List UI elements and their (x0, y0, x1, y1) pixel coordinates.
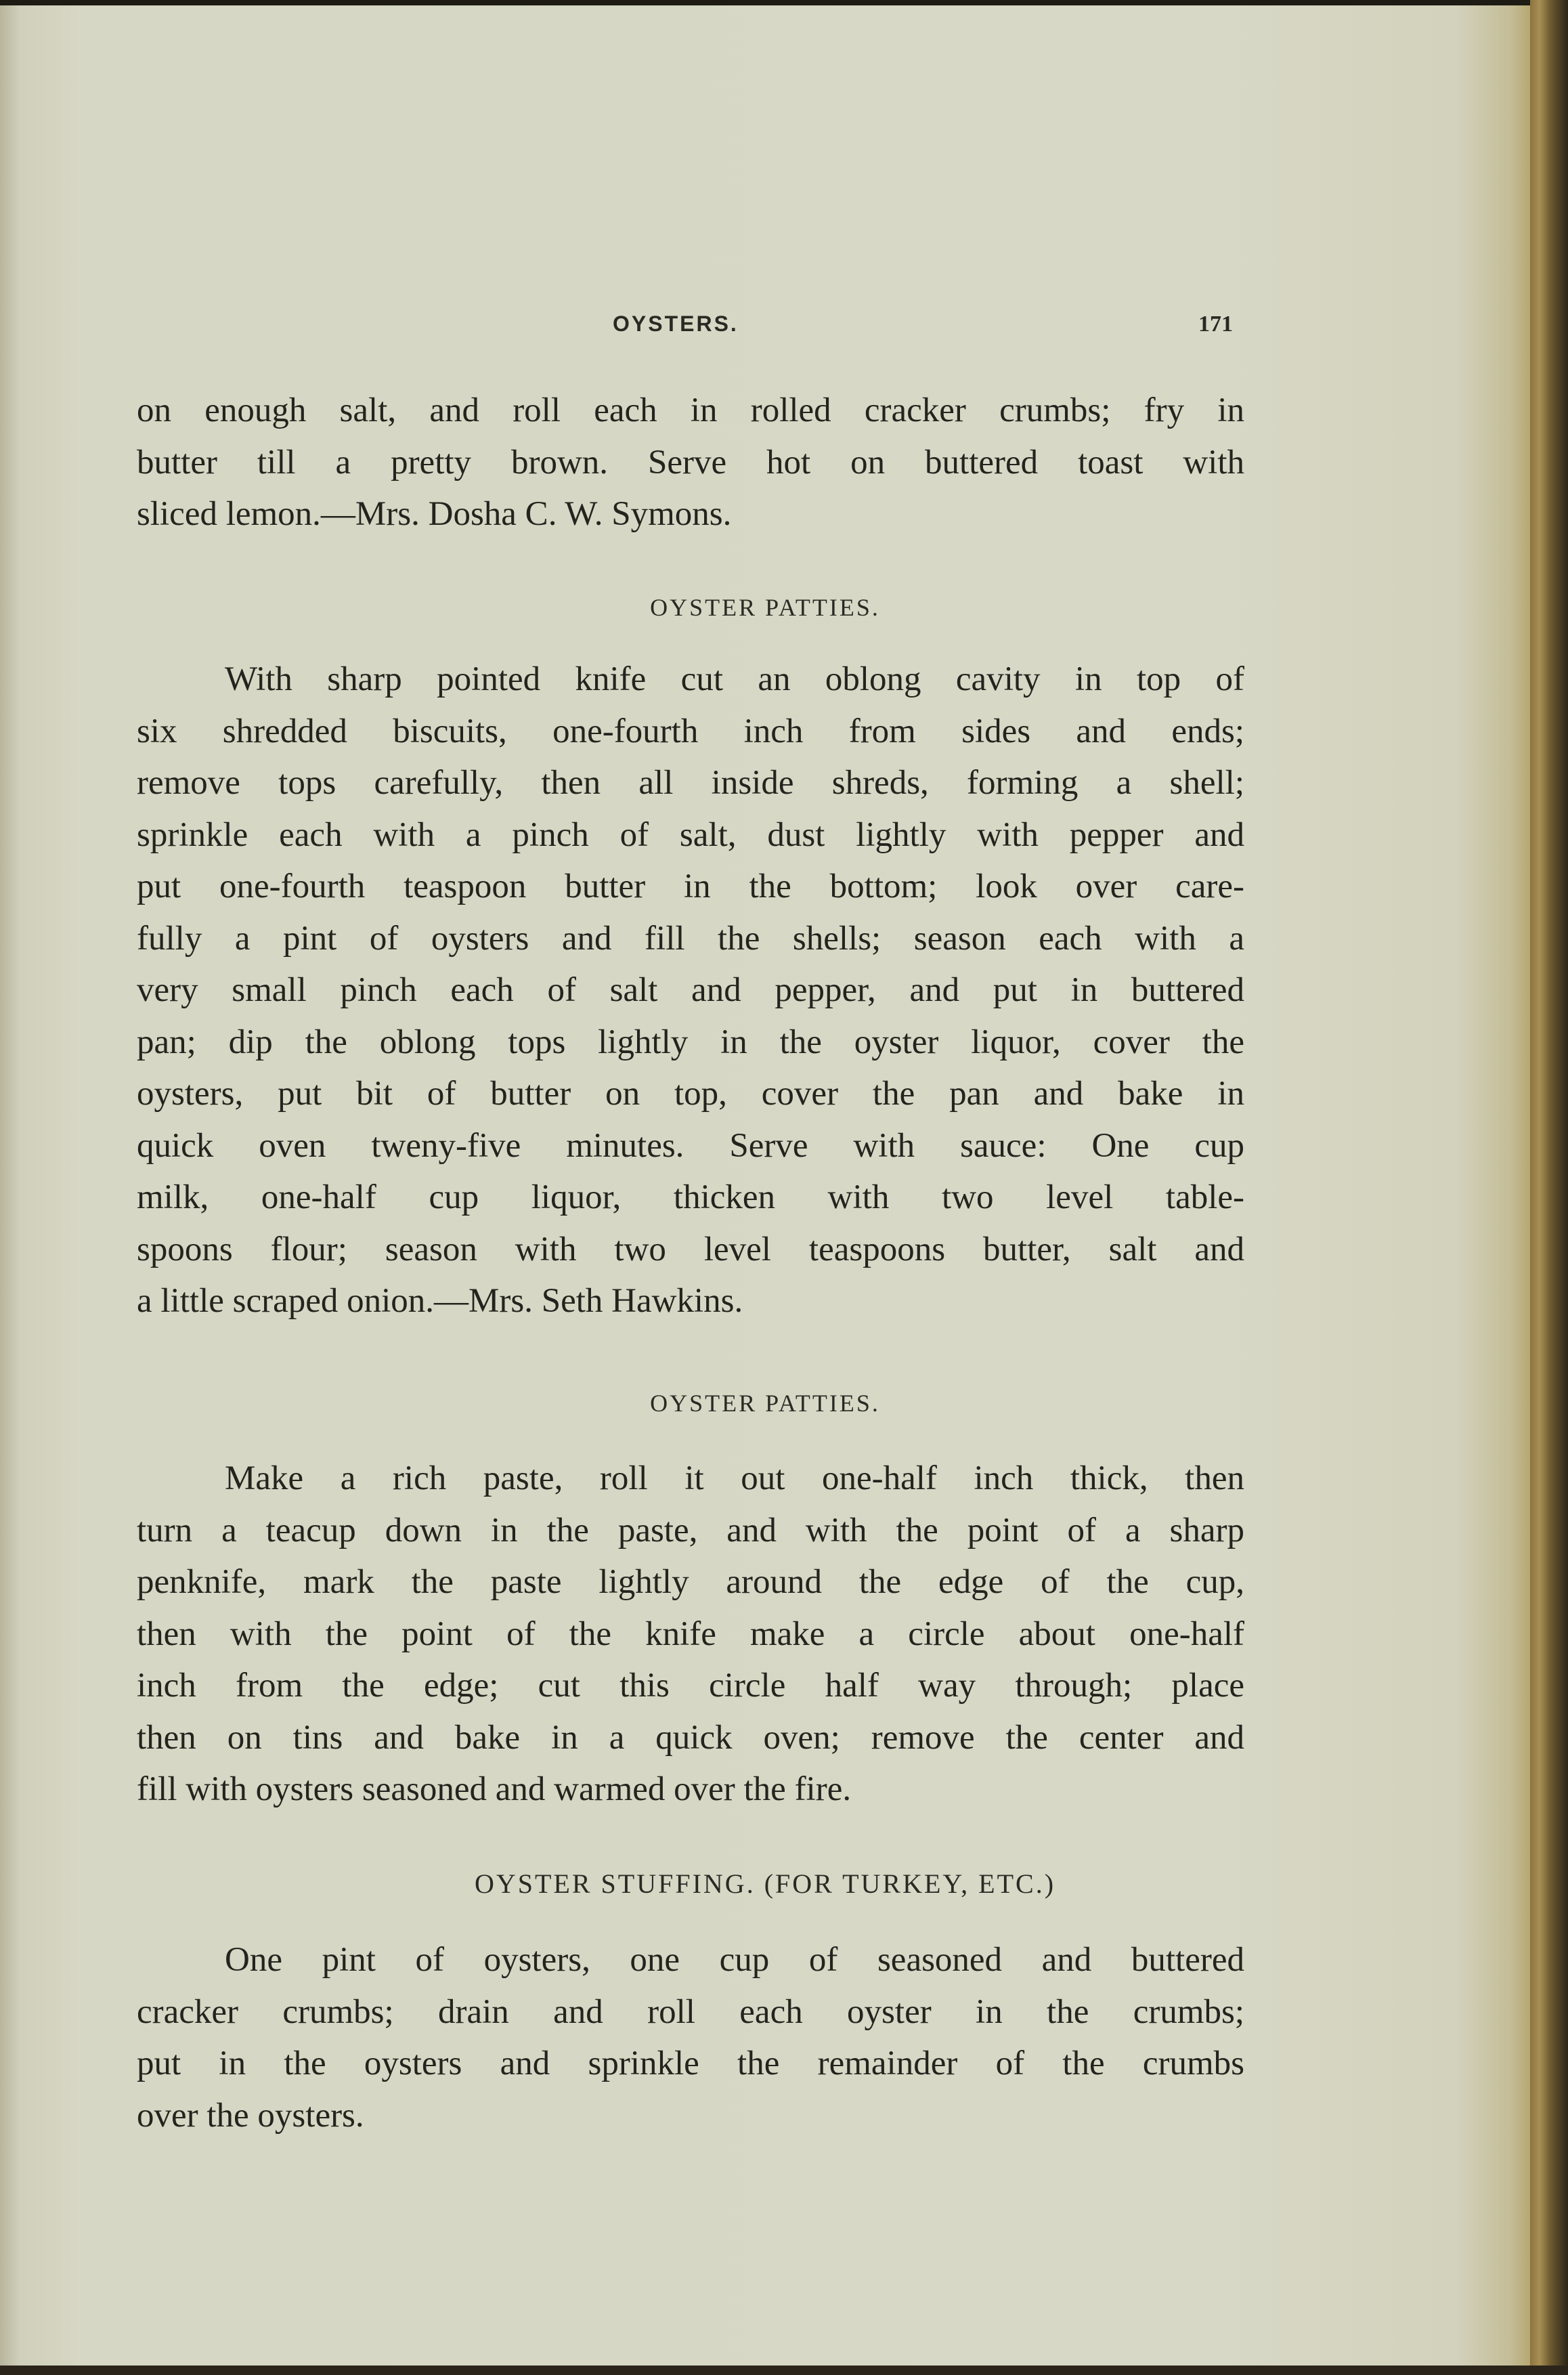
text-line: fully a pint of oysters and fill the shells; season each with a (137, 919, 1244, 958)
paragraph-continuation (137, 385, 1244, 540)
text-line: One pint of oysters, one cup of seasoned and buttered (225, 1941, 1244, 1979)
paragraph-oyster-stuffing (137, 1934, 1244, 2141)
page-bottom-edge (0, 2366, 1568, 2375)
text-line: over the oysters. (137, 2096, 364, 2135)
text-line: butter till a pretty brown. Serve hot on buttered toast with (137, 443, 1244, 482)
book-page (0, 5, 1530, 2375)
text-line: sliced lemon.—Mrs. Dosha C. W. Symons. (137, 495, 732, 533)
text-line: penknife, mark the paste lightly around the edge of the cup, (137, 1563, 1244, 1601)
text-line: very small pinch each of salt and pepper, and put in buttered (137, 971, 1244, 1009)
text-line: turn a teacup down in the paste, and with the point of a sharp (137, 1511, 1244, 1549)
text-line: six shredded biscuits, one-fourth inch from sides and ends; (137, 712, 1244, 750)
page-number: 171 (1198, 312, 1233, 337)
text-line: With sharp pointed knife cut an oblong cavity in top of (225, 660, 1244, 698)
paragraph-oyster-patties-1 (137, 654, 1244, 1327)
text-line: pan; dip the oblong tops lightly in the oyster liquor, cover the (137, 1023, 1244, 1061)
text-line: on enough salt, and roll each in rolled cracker crumbs; fry in (137, 391, 1244, 429)
text-line: cracker crumbs; drain and roll each oyster in the crumbs; (137, 1992, 1244, 2031)
text-line: put in the oysters and sprinkle the remainder of the crumbs (137, 2045, 1244, 2082)
text-line: Make a rich paste, roll it out one-half inch thick, then (225, 1459, 1244, 1497)
section-heading: OYSTER PATTIES. (650, 594, 880, 621)
section-heading: OYSTER STUFFING. (FOR TURKEY, ETC.) (474, 1868, 1056, 1899)
text-line: inch from the edge; cut this circle half way through; place (137, 1667, 1244, 1705)
text-line: oysters, put bit of butter on top, cover the pan and bake in (137, 1075, 1244, 1113)
text-line: a little scraped onion.—Mrs. Seth Hawkins. (137, 1282, 743, 1320)
text-line: remove tops carefully, then all inside shreds, forming a shell; (137, 764, 1244, 802)
running-head (0, 312, 1530, 345)
section-heading: OYSTER PATTIES. (650, 1390, 880, 1417)
book-spine-edge (1530, 0, 1568, 2375)
running-head-title: OYSTERS. (613, 312, 739, 336)
paragraph-oyster-patties-2 (137, 1453, 1244, 1816)
text-line: quick oven tweny-five minutes. Serve with sauce: One cup (137, 1126, 1244, 1165)
text-line: then on tins and bake in a quick oven; remove the center and (137, 1718, 1244, 1757)
text-line: then with the point of the knife make a circle about one-half (137, 1614, 1244, 1653)
text-line: milk, one-half cup liquor, thicken with two level table- (137, 1178, 1244, 1216)
text-line: fill with oysters seasoned and warmed over the fire. (137, 1770, 852, 1808)
text-line: put one-fourth teaspoon butter in the bottom; look over care- (137, 868, 1244, 905)
text-line: sprinkle each with a pinch of salt, dust lightly with pepper and (137, 815, 1244, 854)
text-line: spoons flour; season with two level teaspoons butter, salt and (137, 1230, 1244, 1268)
